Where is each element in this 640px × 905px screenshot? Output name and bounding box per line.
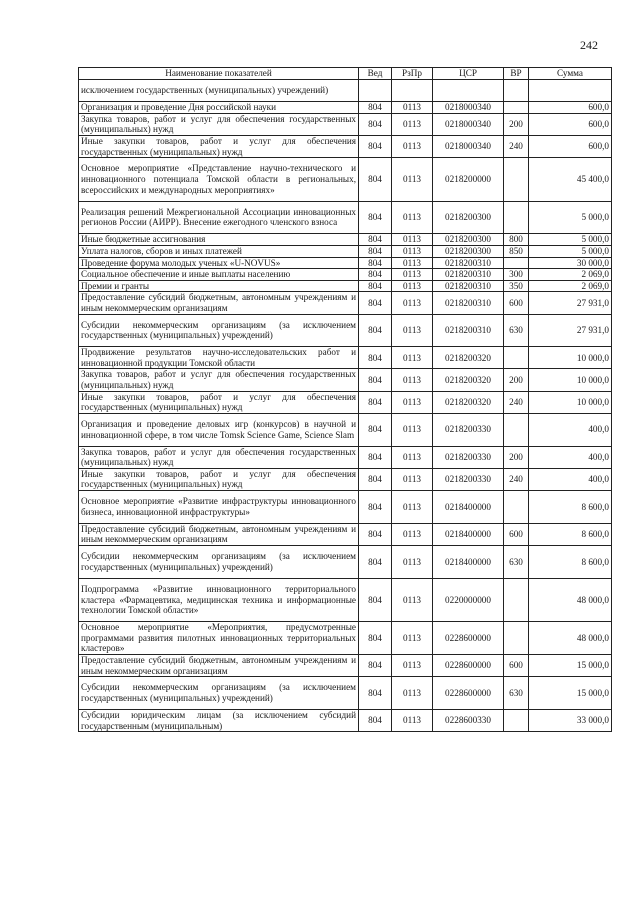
- cell-name: Подпрограмма «Развитие инновационного территориального кластера «Фармацевтика, медицинская техника и информационные технологии Томской области»: [79, 578, 359, 621]
- table-row: [79, 391, 612, 413]
- cell-sum: 2 069,0: [529, 280, 612, 292]
- table-row: [79, 622, 612, 655]
- cell-csr: 0218200300: [433, 245, 504, 257]
- cell-rzpr: 0113: [392, 314, 433, 347]
- cell-vr: [504, 347, 529, 369]
- cell-sum: 5 000,0: [529, 245, 612, 257]
- cell-sum: 5 000,0: [529, 201, 612, 234]
- table-row: [79, 655, 612, 677]
- cell-sum: 400,0: [529, 446, 612, 468]
- cell-name: Закупка товаров, работ и услуг для обеспечения государственных (муниципальных) нужд: [79, 113, 359, 135]
- cell-vr: [504, 80, 529, 102]
- cell-name: Основное мероприятие «Мероприятия, предусмотренные программами развития пилотных инновационных территориальных кластеров»: [79, 622, 359, 655]
- cell-csr: 0218200310: [433, 280, 504, 292]
- cell-name: Премии и гранты: [79, 280, 359, 292]
- cell-ved: 804: [359, 578, 392, 621]
- cell-ved: 804: [359, 413, 392, 446]
- cell-vr: 300: [504, 269, 529, 281]
- table-row: [79, 347, 612, 369]
- cell-vr: 630: [504, 546, 529, 579]
- cell-csr: 0218200300: [433, 201, 504, 234]
- cell-vr: 240: [504, 391, 529, 413]
- cell-csr: [433, 80, 504, 102]
- page-number: 242: [580, 38, 598, 52]
- cell-vr: [504, 491, 529, 524]
- cell-name: Уплата налогов, сборов и иных платежей: [79, 245, 359, 257]
- cell-ved: 804: [359, 280, 392, 292]
- table-row: [79, 546, 612, 579]
- header-rzpr: РзПр: [392, 68, 433, 80]
- cell-csr: 0220000000: [433, 578, 504, 621]
- cell-vr: 200: [504, 113, 529, 135]
- cell-name: Иные закупки товаров, работ и услуг для обеспечения государственных (муниципальных) нужд: [79, 468, 359, 490]
- cell-vr: 850: [504, 245, 529, 257]
- cell-name: Предоставление субсидий бюджетным, автономным учреждениям и иным некоммерческим организациям: [79, 523, 359, 545]
- cell-csr: 0218200300: [433, 234, 504, 246]
- cell-csr: 0218200310: [433, 269, 504, 281]
- cell-vr: 600: [504, 523, 529, 545]
- cell-ved: 804: [359, 622, 392, 655]
- cell-vr: 240: [504, 135, 529, 157]
- cell-sum: 48 000,0: [529, 622, 612, 655]
- cell-rzpr: 0113: [392, 491, 433, 524]
- cell-sum: 8 600,0: [529, 491, 612, 524]
- cell-sum: 600,0: [529, 113, 612, 135]
- cell-csr: 0218400000: [433, 523, 504, 545]
- cell-ved: 804: [359, 491, 392, 524]
- cell-rzpr: 0113: [392, 292, 433, 314]
- cell-csr: 0218200330: [433, 468, 504, 490]
- cell-name: Организация и проведение деловых игр (конкурсов) в научной и инновационной сфере, в том числе Tomsk Science Game, Science Slam: [79, 413, 359, 446]
- cell-sum: 400,0: [529, 468, 612, 490]
- cell-name: Предоставление субсидий бюджетным, автономным учреждениям и иным некоммерческим организациям: [79, 292, 359, 314]
- cell-rzpr: 0113: [392, 578, 433, 621]
- cell-rzpr: 0113: [392, 135, 433, 157]
- cell-name: Субсидии некоммерческим организациям (за исключением государственных (муниципальных) учреждений): [79, 314, 359, 347]
- cell-ved: 804: [359, 314, 392, 347]
- table-row: [79, 709, 612, 731]
- table-row: [79, 413, 612, 446]
- cell-vr: 630: [504, 677, 529, 710]
- cell-vr: 630: [504, 314, 529, 347]
- cell-vr: [504, 158, 529, 201]
- cell-csr: 0218400000: [433, 491, 504, 524]
- cell-ved: 804: [359, 655, 392, 677]
- cell-sum: [529, 80, 612, 102]
- cell-ved: 804: [359, 257, 392, 269]
- cell-rzpr: 0113: [392, 468, 433, 490]
- cell-rzpr: 0113: [392, 201, 433, 234]
- cell-csr: 0218200320: [433, 369, 504, 391]
- cell-rzpr: 0113: [392, 446, 433, 468]
- cell-name: Проведение форума молодых ученых «U-NOVUS»: [79, 257, 359, 269]
- cell-vr: 600: [504, 655, 529, 677]
- table-row: [79, 113, 612, 135]
- header-vr: ВР: [504, 68, 529, 80]
- cell-name: Закупка товаров, работ и услуг для обеспечения государственных (муниципальных) нужд: [79, 446, 359, 468]
- table-row: [79, 446, 612, 468]
- cell-name: Основное мероприятие «Представление научно-технического и инновационного потенциала Томской области в региональных, всероссийских и международных мероприятиях»: [79, 158, 359, 201]
- cell-sum: 400,0: [529, 413, 612, 446]
- cell-csr: 0218200320: [433, 391, 504, 413]
- cell-ved: 804: [359, 369, 392, 391]
- table-row: [79, 102, 612, 114]
- table-row: [79, 578, 612, 621]
- cell-name: Организация и проведение Дня российской науки: [79, 102, 359, 114]
- cell-name: Иные закупки товаров, работ и услуг для обеспечения государственных (муниципальных) нужд: [79, 391, 359, 413]
- cell-csr: 0218200310: [433, 292, 504, 314]
- cell-sum: 600,0: [529, 135, 612, 157]
- cell-ved: 804: [359, 201, 392, 234]
- cell-name: Предоставление субсидий бюджетным, автономным учреждениям и иным некоммерческим организациям: [79, 655, 359, 677]
- cell-csr: 0228600000: [433, 677, 504, 710]
- cell-vr: [504, 622, 529, 655]
- cell-rzpr: 0113: [392, 655, 433, 677]
- table-row: [79, 135, 612, 157]
- cell-vr: 200: [504, 446, 529, 468]
- cell-ved: 804: [359, 158, 392, 201]
- cell-rzpr: 0113: [392, 269, 433, 281]
- cell-ved: 804: [359, 347, 392, 369]
- table-body: [79, 80, 612, 732]
- cell-csr: 0218000340: [433, 113, 504, 135]
- cell-sum: 10 000,0: [529, 391, 612, 413]
- cell-ved: 804: [359, 234, 392, 246]
- cell-ved: 804: [359, 446, 392, 468]
- cell-rzpr: 0113: [392, 413, 433, 446]
- cell-rzpr: 0113: [392, 158, 433, 201]
- cell-sum: 30 000,0: [529, 257, 612, 269]
- header-ved: Вед: [359, 68, 392, 80]
- table-row: [79, 245, 612, 257]
- cell-ved: 804: [359, 135, 392, 157]
- cell-sum: 10 000,0: [529, 347, 612, 369]
- cell-sum: 33 000,0: [529, 709, 612, 731]
- cell-ved: 804: [359, 523, 392, 545]
- cell-vr: [504, 102, 529, 114]
- cell-vr: 350: [504, 280, 529, 292]
- cell-csr: 0218200310: [433, 314, 504, 347]
- cell-sum: 15 000,0: [529, 677, 612, 710]
- header-csr: ЦСР: [433, 68, 504, 80]
- cell-rzpr: 0113: [392, 280, 433, 292]
- cell-csr: 0218200330: [433, 413, 504, 446]
- cell-name: Иные бюджетные ассигнования: [79, 234, 359, 246]
- cell-rzpr: 0113: [392, 347, 433, 369]
- cell-sum: 8 600,0: [529, 523, 612, 545]
- cell-sum: 2 069,0: [529, 269, 612, 281]
- cell-rzpr: 0113: [392, 622, 433, 655]
- cell-name: Иные закупки товаров, работ и услуг для обеспечения государственных (муниципальных) нужд: [79, 135, 359, 157]
- table-row: [79, 280, 612, 292]
- cell-vr: [504, 257, 529, 269]
- cell-ved: 804: [359, 245, 392, 257]
- table-row: [79, 491, 612, 524]
- table-row: [79, 677, 612, 710]
- cell-sum: 45 400,0: [529, 158, 612, 201]
- budget-table: [78, 67, 612, 732]
- cell-vr: 800: [504, 234, 529, 246]
- cell-sum: 10 000,0: [529, 369, 612, 391]
- cell-vr: [504, 413, 529, 446]
- table-row: [79, 269, 612, 281]
- cell-vr: [504, 709, 529, 731]
- table-row: [79, 292, 612, 314]
- cell-name: Субсидии некоммерческим организациям (за исключением государственных (муниципальных) учреждений): [79, 546, 359, 579]
- cell-rzpr: 0113: [392, 102, 433, 114]
- cell-vr: [504, 578, 529, 621]
- cell-name: Продвижение результатов научно-исследовательских работ и инновационной продукции Томской области: [79, 347, 359, 369]
- cell-rzpr: 0113: [392, 113, 433, 135]
- cell-rzpr: 0113: [392, 523, 433, 545]
- cell-vr: 200: [504, 369, 529, 391]
- cell-csr: 0228600000: [433, 655, 504, 677]
- cell-csr: 0218200310: [433, 257, 504, 269]
- cell-rzpr: 0113: [392, 391, 433, 413]
- cell-ved: 804: [359, 113, 392, 135]
- cell-vr: 600: [504, 292, 529, 314]
- cell-ved: 804: [359, 546, 392, 579]
- cell-csr: 0228600000: [433, 622, 504, 655]
- cell-csr: 0218200320: [433, 347, 504, 369]
- header-sum: Сумма: [529, 68, 612, 80]
- cell-rzpr: 0113: [392, 245, 433, 257]
- cell-sum: 48 000,0: [529, 578, 612, 621]
- cell-ved: 804: [359, 102, 392, 114]
- cell-sum: 8 600,0: [529, 546, 612, 579]
- cell-csr: 0228600330: [433, 709, 504, 731]
- table-header-row: [79, 68, 612, 80]
- cell-rzpr: 0113: [392, 369, 433, 391]
- cell-sum: 5 000,0: [529, 234, 612, 246]
- cell-csr: 0218200000: [433, 158, 504, 201]
- cell-name: Основное мероприятие «Развитие инфраструктуры инновационного бизнеса, инновационной инфраструктуры»: [79, 491, 359, 524]
- table-row: [79, 80, 612, 102]
- cell-rzpr: 0113: [392, 709, 433, 731]
- cell-vr: [504, 201, 529, 234]
- cell-name: Субсидии некоммерческим организациям (за исключением государственных (муниципальных) учреждений): [79, 677, 359, 710]
- table-row: [79, 257, 612, 269]
- header-name: Наименование показателей: [79, 68, 359, 80]
- cell-name: исключением государственных (муниципальных) учреждений): [79, 80, 359, 102]
- cell-ved: 804: [359, 468, 392, 490]
- table-row: [79, 201, 612, 234]
- cell-rzpr: 0113: [392, 546, 433, 579]
- budget-table-container: [78, 67, 611, 732]
- cell-csr: 0218200330: [433, 446, 504, 468]
- cell-rzpr: 0113: [392, 257, 433, 269]
- cell-ved: 804: [359, 269, 392, 281]
- table-row: [79, 314, 612, 347]
- table-row: [79, 468, 612, 490]
- cell-ved: 804: [359, 391, 392, 413]
- cell-name: Субсидии юридическим лицам (за исключением субсидий государственным (муниципальным): [79, 709, 359, 731]
- cell-ved: 804: [359, 292, 392, 314]
- cell-rzpr: [392, 80, 433, 102]
- cell-name: Закупка товаров, работ и услуг для обеспечения государственных (муниципальных) нужд: [79, 369, 359, 391]
- cell-sum: 27 931,0: [529, 292, 612, 314]
- cell-csr: 0218000340: [433, 102, 504, 114]
- cell-name: Социальное обеспечение и иные выплаты населению: [79, 269, 359, 281]
- cell-rzpr: 0113: [392, 234, 433, 246]
- cell-csr: 0218000340: [433, 135, 504, 157]
- table-row: [79, 369, 612, 391]
- cell-ved: 804: [359, 709, 392, 731]
- cell-ved: 804: [359, 677, 392, 710]
- cell-sum: 15 000,0: [529, 655, 612, 677]
- cell-sum: 27 931,0: [529, 314, 612, 347]
- table-row: [79, 158, 612, 201]
- cell-sum: 600,0: [529, 102, 612, 114]
- cell-name: Реализация решений Межрегиональной Ассоциации инновационных регионов России (АИРР). Внесение ежегодного членского взноса: [79, 201, 359, 234]
- cell-csr: 0218400000: [433, 546, 504, 579]
- cell-ved: [359, 80, 392, 102]
- table-row: [79, 523, 612, 545]
- cell-vr: 240: [504, 468, 529, 490]
- cell-rzpr: 0113: [392, 677, 433, 710]
- table-row: [79, 234, 612, 246]
